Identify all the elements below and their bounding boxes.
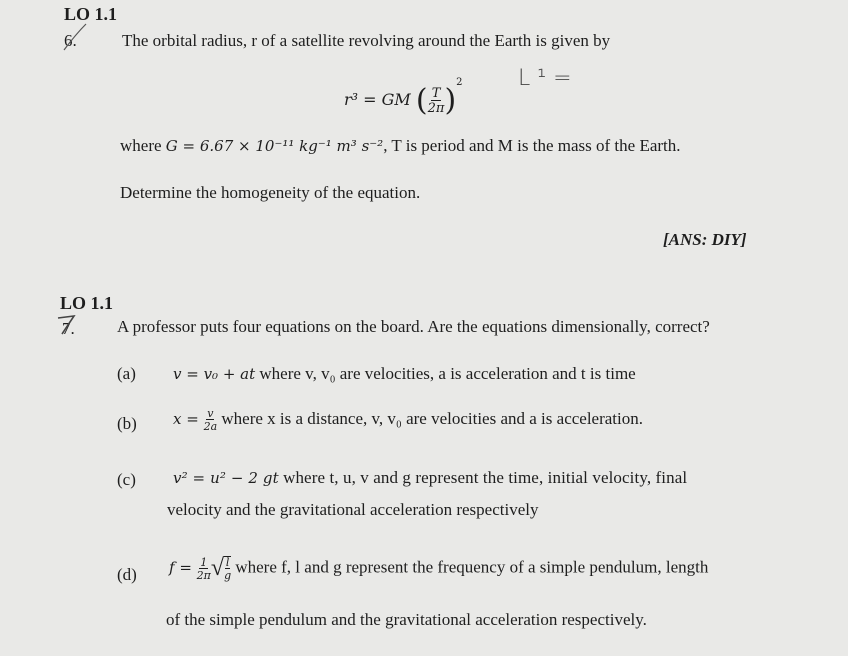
sqrt-icon: √ xyxy=(210,555,225,581)
section1-heading: LO 1.1 xyxy=(64,4,118,24)
part-d-sqrt-fraction: $\frac{l}{g}$ xyxy=(224,556,232,582)
equation-fraction: $\frac{T}{2\pi}$ xyxy=(427,85,445,116)
part-a-math: v = v₀ + at xyxy=(173,365,256,383)
part-d-line2: of the simple pendulum and the gravitational acceleration respectively. xyxy=(166,610,647,629)
where-line: where G = 6.67 × 10⁻¹¹ kg⁻¹ m³ s⁻², T is period and M is the mass of the Earth. xyxy=(120,136,681,155)
question-6-text: The orbital radius, r of a satellite revolving around the Earth is given by xyxy=(122,31,611,50)
orbital-equation: r³ = GM ( $\frac{T}{2\pi}$ )$^2$ xyxy=(344,76,463,118)
handwritten-note: L ¹ = xyxy=(518,66,572,91)
part-d-label: (d) xyxy=(117,565,137,584)
constant-G: G = 6.67 × 10⁻¹¹ kg⁻¹ m³ s⁻² xyxy=(165,137,384,155)
section2-heading: LO 1.1 xyxy=(60,293,114,313)
question-7-text: A professor puts four equations on the board. Are the equations dimensionally, correct? xyxy=(117,317,710,336)
part-c-line: v² = u² − 2 gt where t, u, v and g represent the time, initial velocity, final xyxy=(173,468,688,487)
part-a-line: v = v₀ + at where v, v₀ are velocities, a is acceleration and t is time xyxy=(173,364,636,383)
question-7-number: 7. xyxy=(62,319,75,338)
part-a-label: (a) xyxy=(117,364,136,383)
part-d-line: f = $\frac{1}{2\pi}$ √ $\frac{l}{g}$ where f, l and g represent the frequency of a simple pendulum, length xyxy=(169,555,709,582)
part-c-line2: velocity and the gravitational acceleration respectively xyxy=(167,500,539,519)
part-b-label: (b) xyxy=(117,414,137,433)
instruction-text: Determine the homogeneity of the equation. xyxy=(120,183,421,202)
equation-lhs: r³ = GM xyxy=(344,90,411,109)
answer-label: [ANS: DIY] xyxy=(663,230,747,249)
part-c-label: (c) xyxy=(117,470,136,489)
pencil-mark-icon xyxy=(60,22,90,52)
part-b-fraction: $\frac{v}{2a}$ xyxy=(203,407,218,433)
question-6-number: 6. xyxy=(64,31,77,50)
part-b-line: x = $\frac{v}{2a}$ where x is a distance, v, v₀ are velocities and a is acceleration. xyxy=(173,407,644,433)
part-c-math: v² = u² − 2 gt xyxy=(173,469,279,487)
part-d-fraction: $\frac{1}{2\pi}$ xyxy=(196,555,211,582)
pencil-mark-icon xyxy=(54,312,80,338)
